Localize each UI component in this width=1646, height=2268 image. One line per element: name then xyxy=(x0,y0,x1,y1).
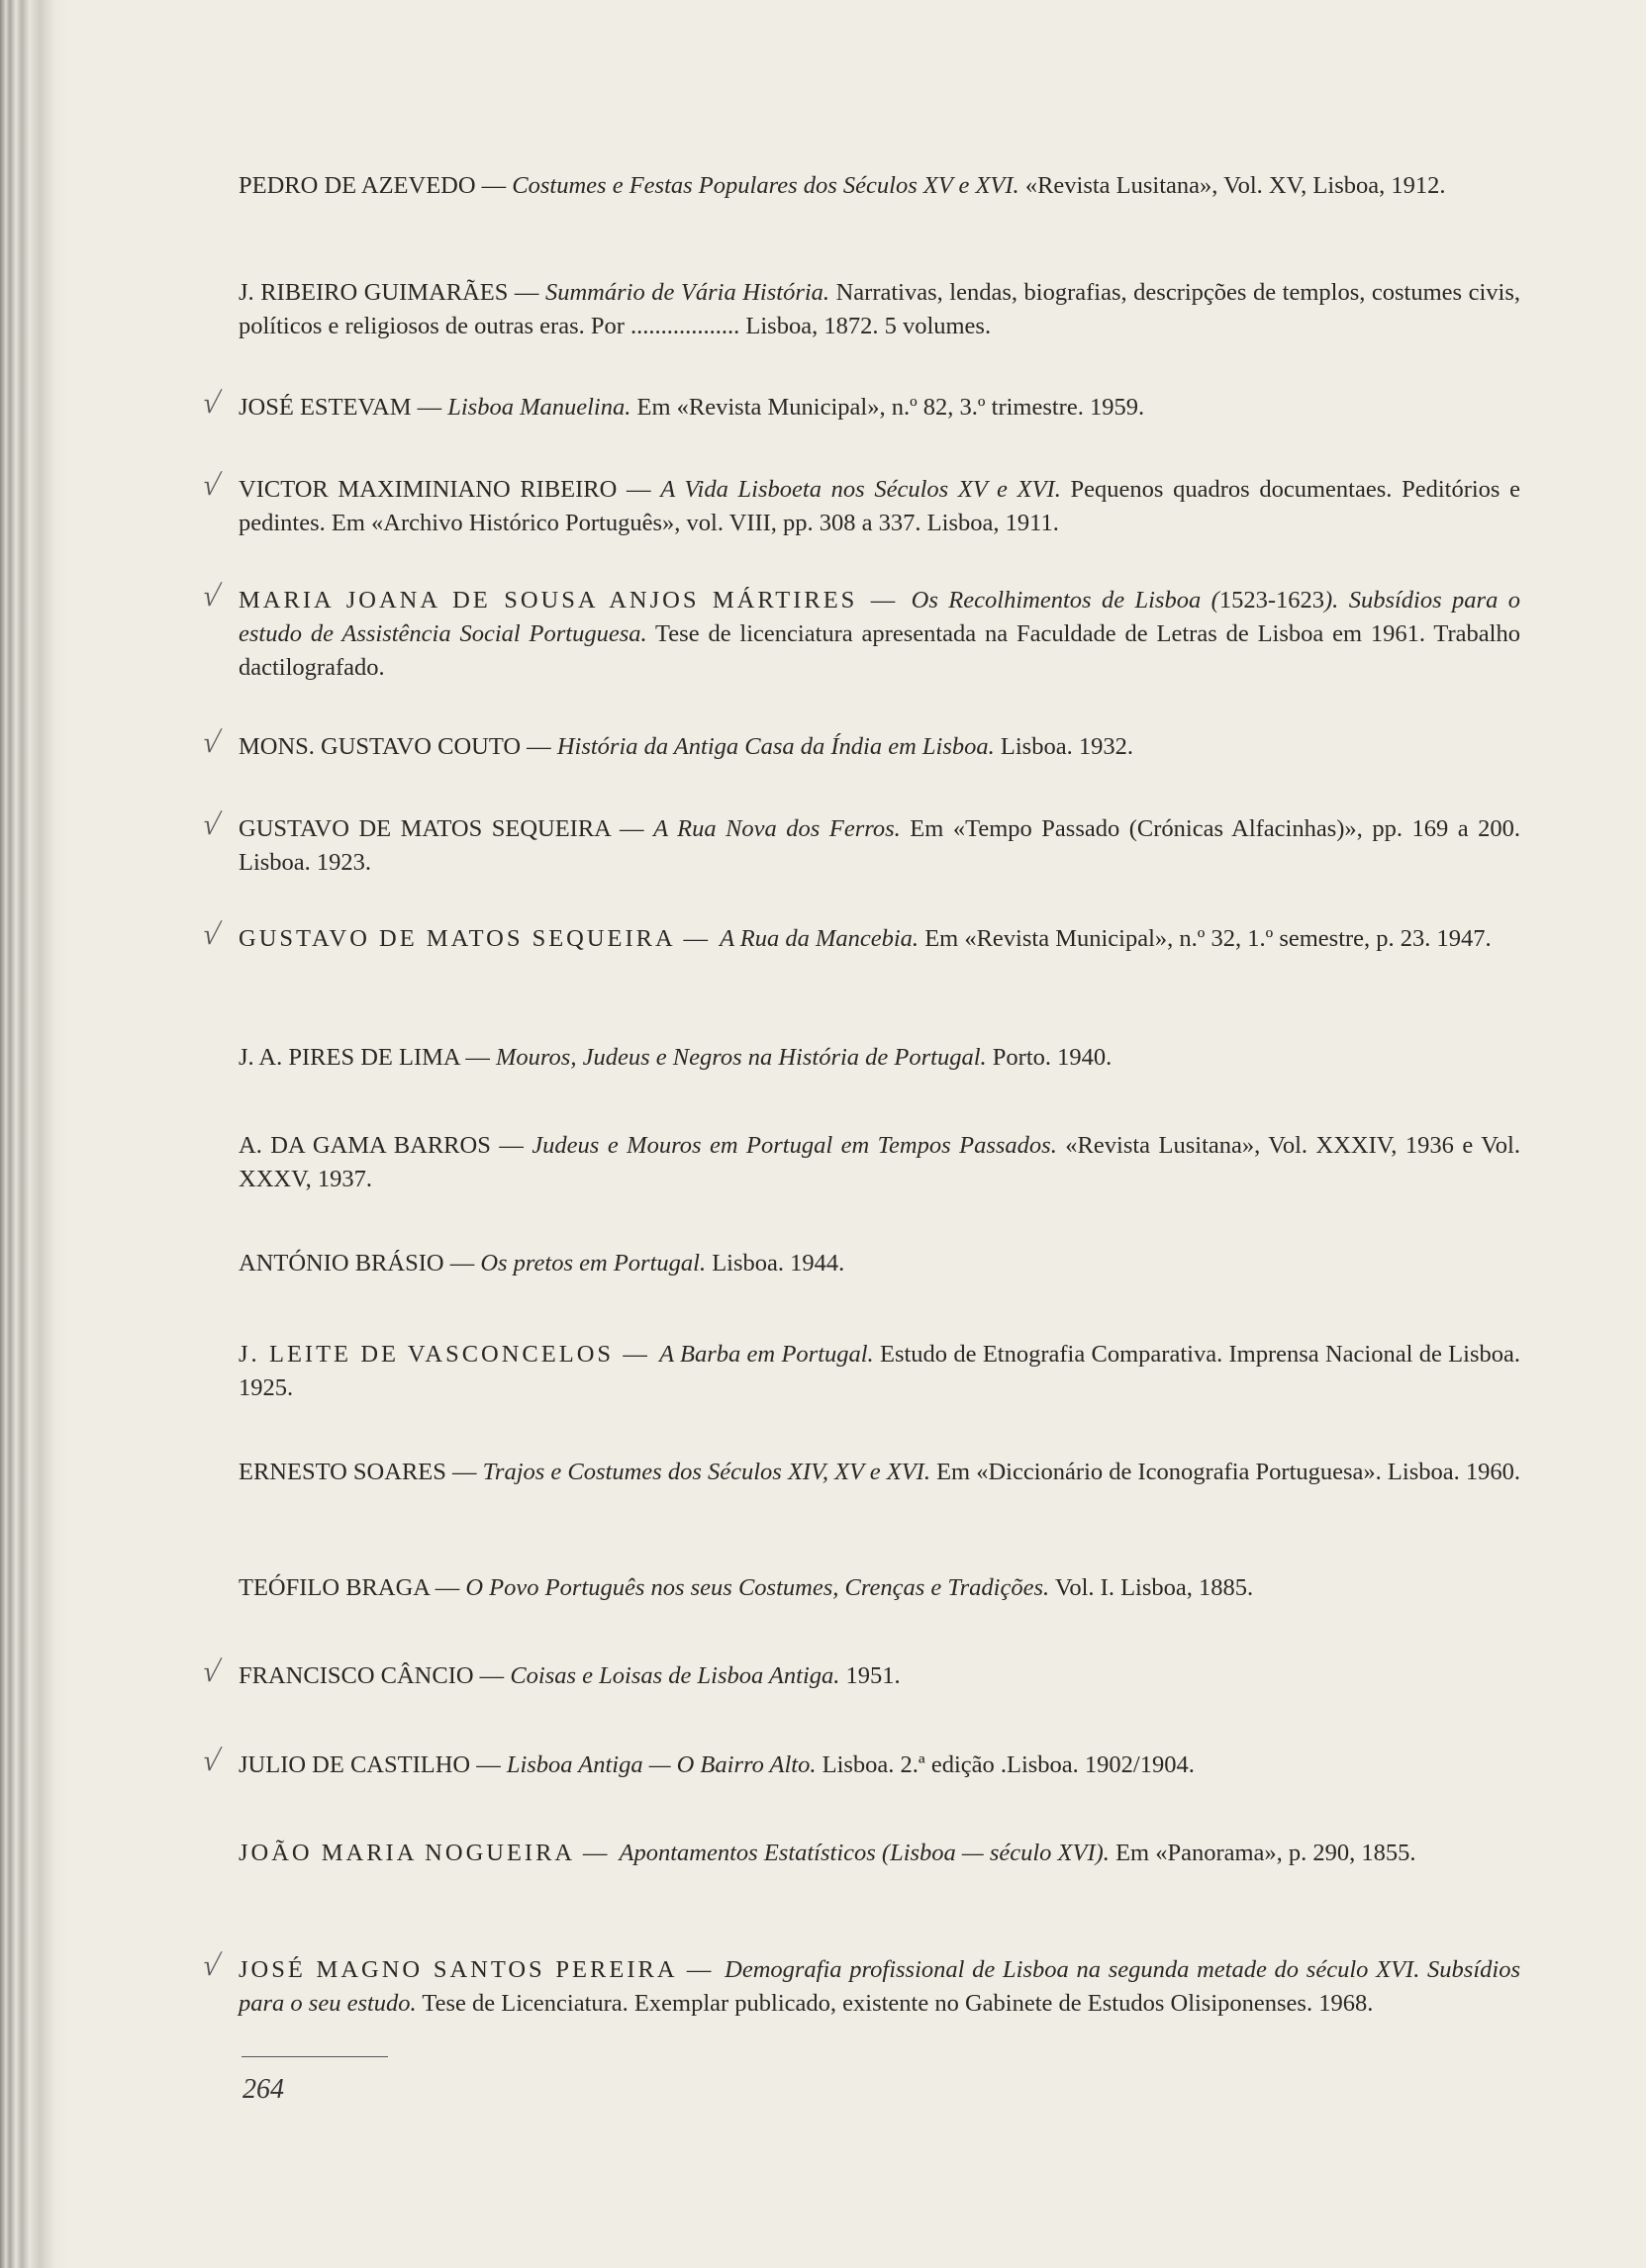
bibliography-entry xyxy=(199,1745,1520,1782)
bibliography-entry xyxy=(239,1456,1520,1489)
entry-author: A. DA GAMA BARROS — xyxy=(239,1132,533,1159)
entry-details: Vol. I. Lisboa, 1885. xyxy=(1049,1574,1254,1601)
bibliography-entry xyxy=(239,1338,1520,1405)
bibliography-entry xyxy=(199,1949,1520,2021)
entry-author: GUSTAVO DE MATOS SEQUEIRA — xyxy=(239,925,721,952)
entry-title: Mouros, Judeus e Negros na História de Portugal. xyxy=(496,1044,987,1071)
entry-title: Summário de Vária História. xyxy=(544,279,830,306)
entry-details: «Revista Lusitana», Vol. XV, Lisboa, 1912. xyxy=(1018,172,1446,199)
bibliography-entry xyxy=(239,1247,1520,1280)
handwritten-check-mark: √ xyxy=(199,387,224,420)
bibliography-entry xyxy=(199,1655,1520,1693)
bibliography-entry xyxy=(199,469,1521,540)
handwritten-check-mark: √ xyxy=(199,469,224,502)
entry-title: ). Subsídios para o estudo de Assistência Social Portuguesa. xyxy=(239,587,1520,647)
entry-details: Pequenos quadros documentaes. Peditórios e pedintes. Em «Archivo Histórico Português», vol. VIII, pp. 308 a 337. Lisboa, 1911. xyxy=(239,476,1521,536)
handwritten-check-mark: √ xyxy=(199,726,224,759)
entry-title: A Vida Lisboeta nos Séculos XV e XVI. xyxy=(660,476,1061,503)
entry-author: J. LEITE DE VASCONCELOS — xyxy=(239,1341,660,1368)
entry-details: Lisboa. 1932. xyxy=(994,733,1133,760)
bibliography-entry xyxy=(239,169,1520,203)
handwritten-check-mark: √ xyxy=(199,580,224,613)
handwritten-check-mark: √ xyxy=(199,1655,224,1688)
entry-details: Tese de Licenciatura. Exemplar publicado, existente no Gabinete de Estudos Olisiponenses. 1968. xyxy=(416,1990,1374,2017)
entry-details: 1523-1623 xyxy=(1218,587,1324,614)
entry-details: Narrativas, lendas, biografias, descripções de templos, costumes civis, políticos e religiosos de outras eras. Por .................. Lisboa, 1872. 5 volumes. xyxy=(239,279,1521,339)
entry-details: «Revista Lusitana», Vol. XXXIV, 1936 e Vol. XXXV, 1937. xyxy=(239,1132,1520,1192)
bibliography-entry xyxy=(199,808,1520,880)
handwritten-check-mark: √ xyxy=(199,1949,224,1982)
entry-title: Lisboa Manuelina. xyxy=(447,394,631,421)
entry-details: Estudo de Etnografia Comparativa. Imprensa Nacional de Lisboa. 1925. xyxy=(239,1341,1520,1401)
bibliography-entry xyxy=(239,276,1520,343)
page-number: 264 xyxy=(242,2074,284,2105)
entry-details: Em «Tempo Passado (Crónicas Alfacinhas)», pp. 169 a 200. Lisboa. 1923. xyxy=(239,815,1520,876)
entry-author: TEÓFILO BRAGA — xyxy=(239,1574,466,1601)
entry-title: Trajos e Costumes dos Séculos XIV, XV e XVI. xyxy=(482,1459,930,1485)
entry-author: VICTOR MAXIMINIANO RIBEIRO — xyxy=(239,476,661,503)
footnote-rule xyxy=(242,2056,388,2057)
entry-details: Em «Revista Municipal», n.º 82, 3.º trimestre. 1959. xyxy=(630,394,1145,421)
entry-author: FRANCISCO CÂNCIO — xyxy=(239,1662,511,1689)
entry-title: O Povo Português nos seus Costumes, Crenças e Tradições. xyxy=(465,1574,1050,1601)
entry-author: J. RIBEIRO GUIMARÃES — xyxy=(239,279,545,306)
entry-title: Apontamentos Estatísticos (Lisboa — século XVI). xyxy=(619,1840,1110,1866)
entry-details: Porto. 1940. xyxy=(986,1044,1113,1071)
book-binding-edge xyxy=(0,0,69,2268)
bibliography-entry xyxy=(199,580,1520,685)
bibliography-entry xyxy=(239,1837,1520,1870)
entry-author: GUSTAVO DE MATOS SEQUEIRA — xyxy=(239,815,654,842)
entry-author: PEDRO DE AZEVEDO — xyxy=(239,172,513,199)
handwritten-check-mark: √ xyxy=(199,1745,224,1777)
bibliography-entry xyxy=(199,918,1520,956)
bibliography-entry xyxy=(239,1571,1520,1605)
entry-details: Lisboa. 1944. xyxy=(706,1250,845,1276)
bibliography-entry xyxy=(199,726,1520,764)
entry-details: Em «Diccionário de Iconografia Portuguesa». Lisboa. 1960. xyxy=(929,1459,1520,1485)
entry-author: MARIA JOANA DE SOUSA ANJOS MÁRTIRES — xyxy=(239,587,912,614)
entry-author: JULIO DE CASTILHO — xyxy=(239,1751,507,1778)
entry-title: Os pretos em Portugal. xyxy=(480,1250,707,1276)
entry-author: ANTÓNIO BRÁSIO — xyxy=(239,1250,481,1276)
bibliography-entry xyxy=(239,1129,1520,1196)
entry-title: História da Antiga Casa da Índia em Lisboa. xyxy=(556,733,995,760)
entry-title: A Rua Nova dos Ferros. xyxy=(653,815,901,842)
entry-title: A Rua da Mancebia. xyxy=(720,925,920,952)
entry-title: Judeus e Mouros em Portugal em Tempos Passados. xyxy=(532,1132,1057,1159)
entry-title: Costumes e Festas Populares dos Séculos XV e XVI. xyxy=(512,172,1019,199)
handwritten-check-mark: √ xyxy=(199,918,224,951)
entry-author: MONS. GUSTAVO COUTO — xyxy=(239,733,557,760)
entry-details: Em «Revista Municipal», n.º 32, 1.º semestre, p. 23. 1947. xyxy=(919,925,1492,952)
bibliography-entry xyxy=(239,1041,1520,1075)
entry-details: Lisboa. 2.ª edição .Lisboa. 1902/1904. xyxy=(816,1751,1195,1778)
entry-title: A Barba em Portugal. xyxy=(659,1341,874,1368)
entry-details: Em «Panorama», p. 290, 1855. xyxy=(1109,1840,1416,1866)
entry-title: Lisboa Antiga — O Bairro Alto. xyxy=(506,1751,817,1778)
entry-title: Os Recolhimentos de Lisboa ( xyxy=(911,587,1219,614)
entry-author: ERNESTO SOARES — xyxy=(239,1459,483,1485)
handwritten-check-mark: √ xyxy=(199,808,224,841)
entry-details: Tese de licenciatura apresentada na Faculdade de Letras de Lisboa em 1961. Trabalho dactilografado. xyxy=(239,620,1520,681)
entry-author: J. A. PIRES DE LIMA — xyxy=(239,1044,497,1071)
bibliography-entry xyxy=(199,387,1520,425)
entry-details: 1951. xyxy=(839,1662,901,1689)
entry-author: JOSÉ MAGNO SANTOS PEREIRA — xyxy=(239,1956,726,1983)
entry-title: Demografia profissional de Lisboa na segunda metade do século XVI. Subsídios para o seu estudo. xyxy=(239,1956,1520,2017)
entry-author: JOÃO MARIA NOGUEIRA — xyxy=(239,1840,620,1866)
entry-author: JOSÉ ESTEVAM — xyxy=(239,394,448,421)
entry-title: Coisas e Loisas de Lisboa Antiga. xyxy=(510,1662,840,1689)
